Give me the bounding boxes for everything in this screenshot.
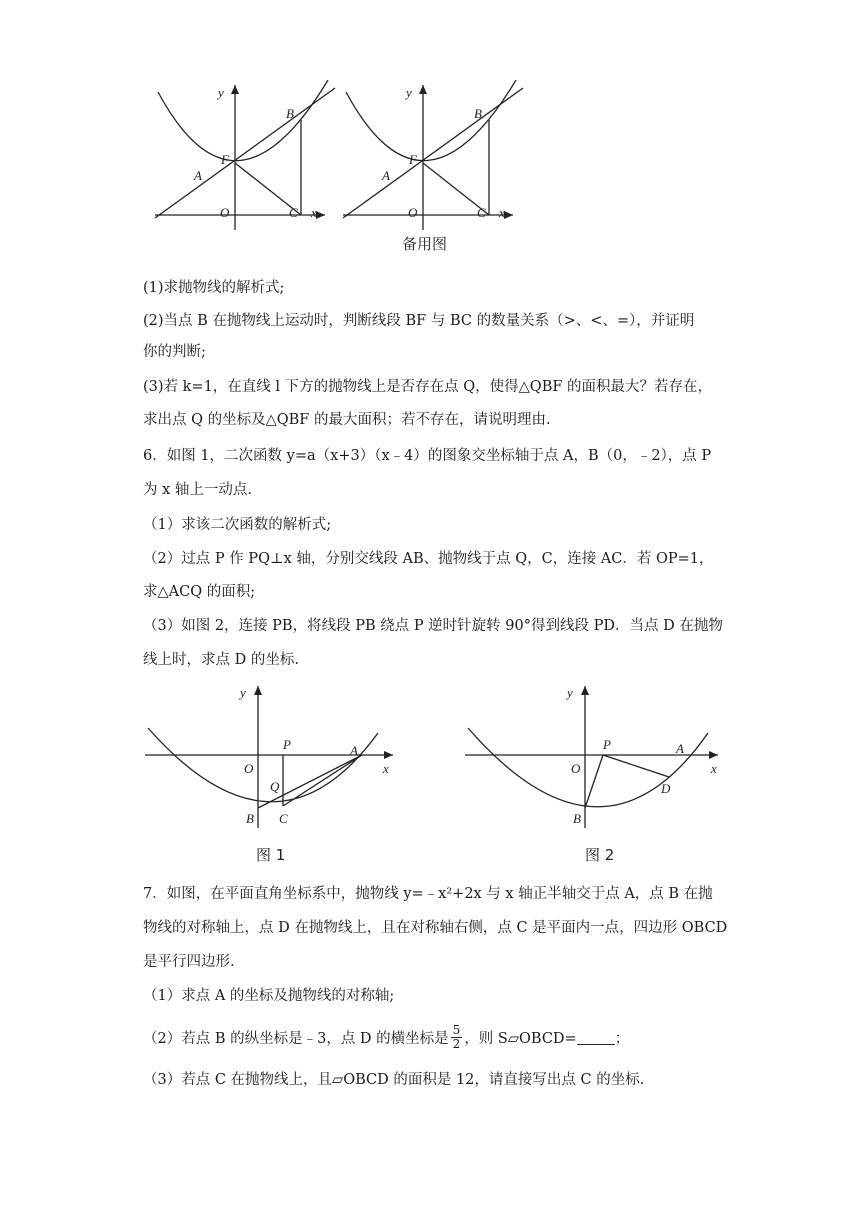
figure-2	[463, 683, 728, 833]
label-P: P	[283, 737, 291, 752]
label-A: A	[194, 168, 202, 183]
figure-backup	[338, 80, 528, 235]
figure-original	[150, 80, 340, 235]
q5-part1: (1)求抛物线的解析式;	[143, 280, 285, 296]
fraction-numerator: 5	[452, 1022, 461, 1037]
q5-part3-line2: 求出点 Q 的坐标及△QBF 的最大面积；若不存在，请说明理由.	[143, 412, 551, 428]
label-F: F	[221, 152, 229, 167]
label-O: O	[244, 761, 254, 776]
label-C: C	[289, 205, 298, 220]
q6-part2-line2: 求△ACQ 的面积;	[143, 584, 256, 600]
q7-part2-pre: （2）若点 B 的纵坐标是﹣3，点 D 的横坐标是	[143, 1030, 449, 1047]
q5-part2-line1: (2)当点 B 在抛物线上运动时，判断线段 BF 与 BC 的数量关系（>、<、=），并证明	[143, 313, 695, 329]
label-x: x	[311, 205, 317, 220]
label-D: D	[661, 781, 671, 796]
answer-blank[interactable]	[577, 1030, 615, 1045]
label-x: x	[499, 205, 505, 220]
fraction-denominator: 2	[452, 1036, 461, 1051]
label-B: B	[573, 811, 581, 826]
label-y: y	[218, 85, 224, 100]
figure-2-caption: 图 2	[585, 846, 615, 864]
q6-part3-line1: （3）如图 2，连接 PB，将线段 PB 绕点 P 逆时针旋转 90°得到线段 PD．当点 D 在抛物	[143, 618, 723, 634]
q7-intro-line1: 7．如图，在平面直角坐标系中，抛物线 y=﹣x²+2x 与 x 轴正半轴交于点 A，点 B 在抛	[143, 886, 713, 902]
label-y: y	[240, 685, 246, 700]
label-y: y	[406, 85, 412, 100]
q7-intro-line3: 是平行四边形.	[143, 954, 235, 970]
figure-1-caption: 图 1	[256, 846, 286, 864]
q6-intro-line1: 6．如图 1，二次函数 y=a（x+3）（x﹣4）的图象交坐标轴于点 A，B（0，﹣2），点 P	[143, 448, 712, 464]
label-y: y	[567, 685, 573, 700]
label-F: F	[409, 152, 417, 167]
label-C: C	[477, 205, 486, 220]
label-A: A	[382, 168, 390, 183]
label-B: B	[474, 106, 482, 121]
label-O: O	[408, 205, 418, 220]
label-O: O	[571, 761, 581, 776]
fraction-five-halves	[451, 1024, 463, 1051]
label-O: O	[220, 205, 230, 220]
q7-part2-end: ；	[614, 1030, 630, 1047]
q6-intro-line2: 为 x 轴上一动点.	[143, 482, 253, 498]
label-C: C	[279, 811, 288, 826]
label-B: B	[286, 106, 294, 121]
figure-caption-backup: 备用图	[402, 235, 448, 253]
q6-part3-line2: 线上时，求点 D 的坐标.	[143, 652, 299, 668]
label-x: x	[383, 761, 389, 776]
figure-1	[143, 683, 403, 833]
q7-part3: （3）若点 C 在抛物线上，且▱OBCD 的面积是 12，请直接写出点 C 的坐标.	[143, 1072, 645, 1088]
label-P: P	[603, 737, 611, 752]
q7-part1: （1）求点 A 的坐标及抛物线的对称轴;	[143, 988, 395, 1004]
q7-intro-line2: 物线的对称轴上，点 D 在抛物线上，且在对称轴右侧，点 C 是平面内一点，四边形 OBCD	[143, 920, 728, 936]
q5-part2-line2: 你的判断;	[143, 344, 206, 360]
q7-part2	[143, 1017, 629, 1057]
q6-part1: （1）求该二次函数的解析式;	[143, 517, 332, 533]
label-A: A	[350, 743, 358, 758]
q7-part2-post: ，则 S▱OBCD=	[464, 1030, 577, 1047]
label-B: B	[246, 811, 254, 826]
label-A: A	[676, 741, 684, 756]
q5-part3-line1: (3)若 k=1，在直线 l 下方的抛物线上是否存在点 Q，使得△QBF 的面积最大？若存在，	[143, 379, 713, 395]
label-x: x	[711, 761, 717, 776]
label-Q: Q	[270, 779, 280, 794]
q6-part2-line1: （2）过点 P 作 PQ⊥x 轴，分别交线段 AB、抛物线于点 Q，C，连接 AC．若 OP=1，	[143, 551, 714, 567]
